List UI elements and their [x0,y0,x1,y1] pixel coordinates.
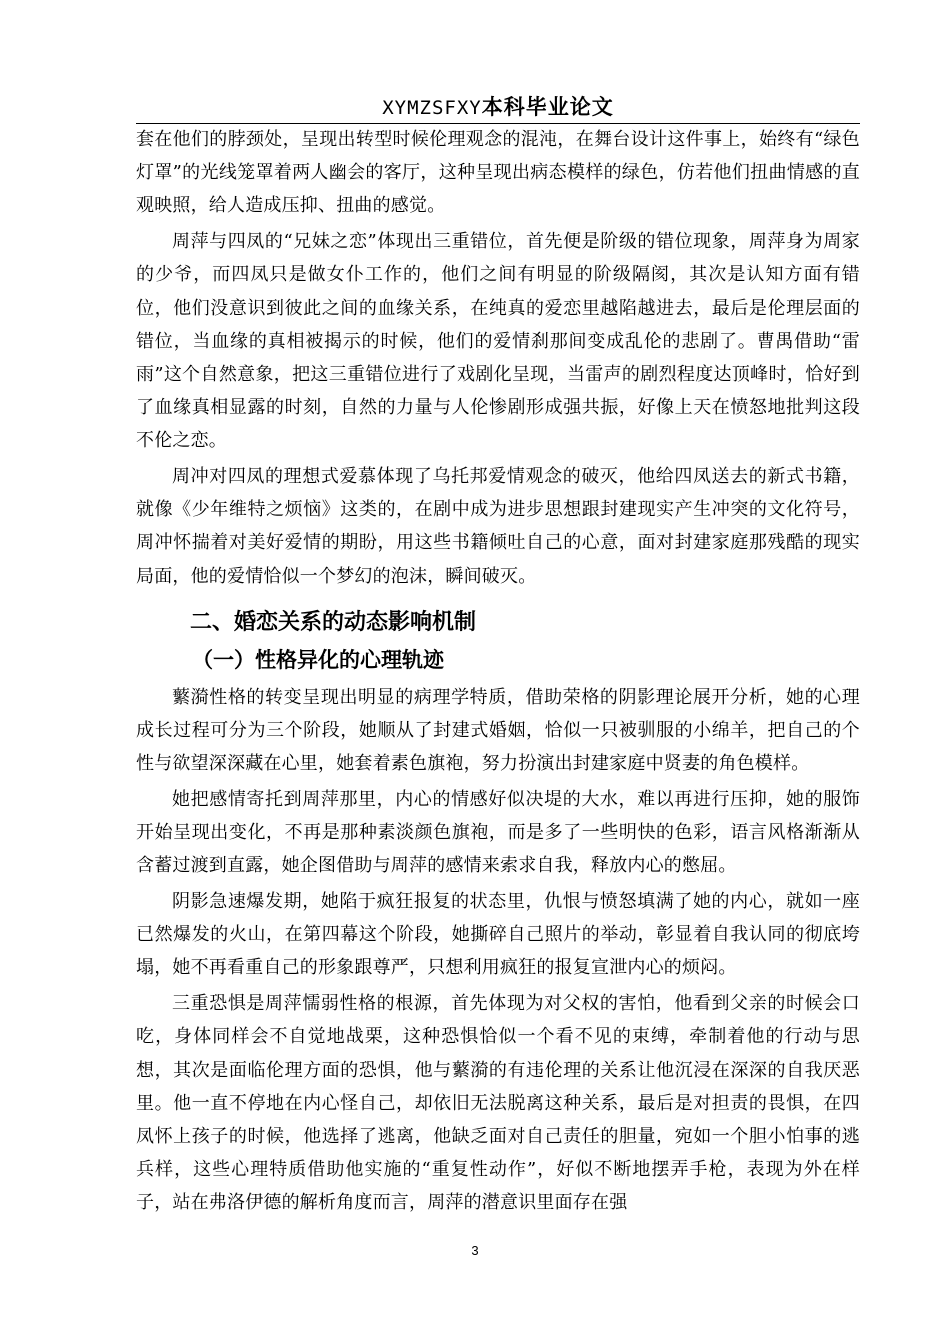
paragraph: 周冲对四凤的理想式爱慕体现了乌托邦爱情观念的破灭，他给四凤送去的新式书籍，就像《少年维特之烦恼》这类的，在剧中成为进步思想跟封建现实产生冲突的文化符号，周冲怀揣着对美好爱情的期盼，用这些书籍倾吐自己的心意，面对封建家庭那残酷的现实局面，他的爱情恰似一个梦幻的泡沫，瞬间破灭。 [136,466,860,587]
subsection-heading: （一）性格异化的心理轨迹 [192,647,444,672]
paragraph: 三重恐惧是周萍懦弱性格的根源，首先体现为对父权的害怕，他看到父亲的时候会口吃，身体同样会不自觉地战栗，这种恐惧恰似一个看不见的束缚，牵制着他的行动与思想，其次是面临伦理方面的恐惧，他与蘩漪的有违伦理的关系让他沉浸在深深的自我厌恶里。他一直不停地在内心怪自己，却依旧无法脱离这种关系，最后是对担责的畏惧，在四凤怀上孩子的时候，他选择了逃离，他缺乏面对自己责任的胆量，宛如一个胆小怕事的逃兵样，这些心理特质借助他实施的“重复性动作”，好似不断地摆弄手枪，表现为外在样子，站在弗洛伊德的解析角度而言，周萍的潜意识里面存在强 [136,993,860,1214]
paragraph: 她把感情寄托到周萍那里，内心的情感好似决堤的大水，难以再进行压抑，她的服饰开始呈现出变化，不再是那种素淡颜色旗袍，而是多了一些明快的色彩，语言风格渐渐从含蓄过渡到直露，她企图借助与周萍的感情来索求自我，释放内心的憋屈。 [136,788,860,877]
paragraph-continued: 套在他们的脖颈处，呈现出转型时候伦理观念的混沌，在舞台设计这件事上，始终有“绿色灯罩”的光线笼罩着两人幽会的客厅，这种呈现出病态模样的绿色，仿若他们扭曲情感的直观映照，给人造成压抑、扭曲的感觉。 [136,129,860,217]
paragraph: 蘩漪性格的转变呈现出明显的病理学特质，借助荣格的阴影理论展开分析，她的心理成长过程可分为三个阶段，她顺从了封建式婚姻，恰似一只被驯服的小绵羊，把自己的个性与欲望深深藏在心里，她套着素色旗袍，努力扮演出封建家庭中贤妻的角色模样。 [136,686,860,775]
page-header [136,92,860,123]
header-school-code: XYMZSFXY [382,97,482,119]
paragraph: 阴影急速爆发期，她陷于疯狂报复的状态里，仇恨与愤怒填满了她的内心，就如一座已然爆发的火山，在第四幕这个阶段，她撕碎自己照片的举动，彰显着自我认同的彻底垮塌，她不再看重自己的形象跟尊严，只想利用疯狂的报复宣泄内心的烦闷。 [136,891,860,979]
section-heading: 二、婚恋关系的动态影响机制 [190,609,477,635]
header-document-type: 本科毕业论文 [481,95,614,119]
body-text [136,123,860,1220]
paragraph: 周萍与四凤的“兄妹之恋”体现出三重错位，首先便是阶级的错位现象，周萍身为周家的少爷，而四凤只是做女仆工作的，他们之间有明显的阶级隔阂，其次是认知方面有错位，他们没意识到彼此之间的血缘关系，在纯真的爱恋里越陷越进去，最后是伦理层面的错位，当血缘的真相被揭示的时候，他们的爱情刹那间变成乱伦的悲剧了。曹禺借助“雷雨”这个自然意象，把这三重错位进行了戏剧化呈现，当雷声的剧烈程度达顶峰时，恰好到了血缘真相显露的时刻，自然的力量与人伦惨剧形成强共振，好像上天在愤怒地批判这段不伦之恋。 [136,231,860,452]
page-number: 3 [471,1243,479,1258]
